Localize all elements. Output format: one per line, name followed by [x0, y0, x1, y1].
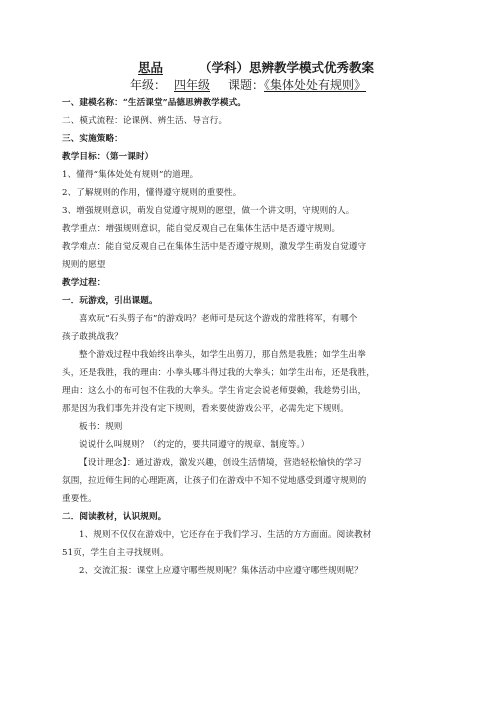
board-note: 板书：规则 — [79, 422, 123, 432]
paragraph-line: 理由：这么小的布可包不住我的大拳头。学生肯定会说老师耍赖，我趁势引出， — [62, 386, 367, 396]
design-concept-line: 氛围，拉近师生间的心理距离，让孩子们在游戏中不知不觉地感受到遵守规则的 — [62, 476, 367, 486]
lesson-label: 课题： — [228, 78, 265, 92]
objectives-heading: 教学目标：（第一课时） — [62, 152, 154, 162]
title-suffix: （学科）思辨教学模式优秀教案 — [199, 60, 375, 75]
difficulty-line-2: 规则的愿望 — [62, 260, 106, 270]
grade-label: 年级： — [129, 78, 166, 92]
paragraph-line: 那是因为我们事先并没有定下规则，看来要使游戏公平，必需先定下规则。 — [62, 404, 349, 414]
section-2-heading: 二．阅读教材，认识规则。 — [62, 512, 167, 522]
paragraph-line: 整个游戏过程中我始终出拳头，如学生出剪刀，那自然是我胜；如学生出拳 — [79, 350, 366, 360]
model-name-line: 一、建模名称：“生活课堂”品德思辨教学模式。 — [62, 98, 246, 108]
objective-1: 1、懂得“集体处处有规则”的道理。 — [62, 170, 199, 180]
objective-3: 3、增强规则意识，萌发自觉遵守规则的愿望，做一个讲文明，守规则的人。 — [62, 206, 355, 216]
paragraph-line: 头，还是我胜，我的理由：小拳头哪斗得过我的大拳头；如学生出布，还是我胜， — [62, 368, 375, 378]
grade-value: 四年级 — [173, 78, 210, 92]
design-concept-line: 重要性。 — [62, 494, 97, 504]
paragraph-line: 喜欢玩“石头剪子布”的游戏吗？老师可是玩这个游戏的常胜将军，有哪个 — [79, 314, 358, 324]
paragraph-line: 孩子敢挑战我？ — [62, 332, 123, 342]
design-concept-line: 【设计理念】：通过游戏，激发兴趣，创设生活情境，营造轻松愉快的学习 — [79, 458, 362, 468]
strategy-heading: 三、实施策略： — [62, 134, 123, 144]
model-flow-line: 二、模式流程：论课例、辨生活、导言行。 — [62, 116, 228, 126]
subject-blank: 思品 — [137, 60, 163, 75]
paragraph-line: 51页，学生自主寻找规则。 — [62, 548, 169, 558]
process-heading: 教学过程： — [62, 278, 106, 288]
lesson-value: 《集体处处有规则》 — [264, 78, 367, 92]
paragraph-line: 2、交流汇报：课堂上应遵守哪些规则呢？集体活动中应遵守哪些规则呢？ — [79, 566, 363, 576]
section-1-heading: 一．玩游戏，引出课题。 — [62, 296, 158, 306]
paragraph-line: 1、规则不仅仅在游戏中，它还存在于我们学习、生活的方方面面。阅读教材 — [79, 530, 372, 540]
document-subtitle — [0, 77, 496, 93]
key-point: 教学重点：增强规则意识，能自觉反观自己在集体生活中是否遵守规则。 — [62, 224, 341, 234]
difficulty-line-1: 教学难点：能自觉反观自己在集体生活中是否遵守规则，激发学生萌发自觉遵守 — [62, 242, 367, 252]
objective-2: 2、了解规则的作用，懂得遵守规则的重要性。 — [62, 188, 242, 198]
document-title — [0, 60, 496, 76]
paragraph-line: 说说什么叫规则？（约定的，要共同遵守的规章、制度等。） — [79, 440, 310, 450]
